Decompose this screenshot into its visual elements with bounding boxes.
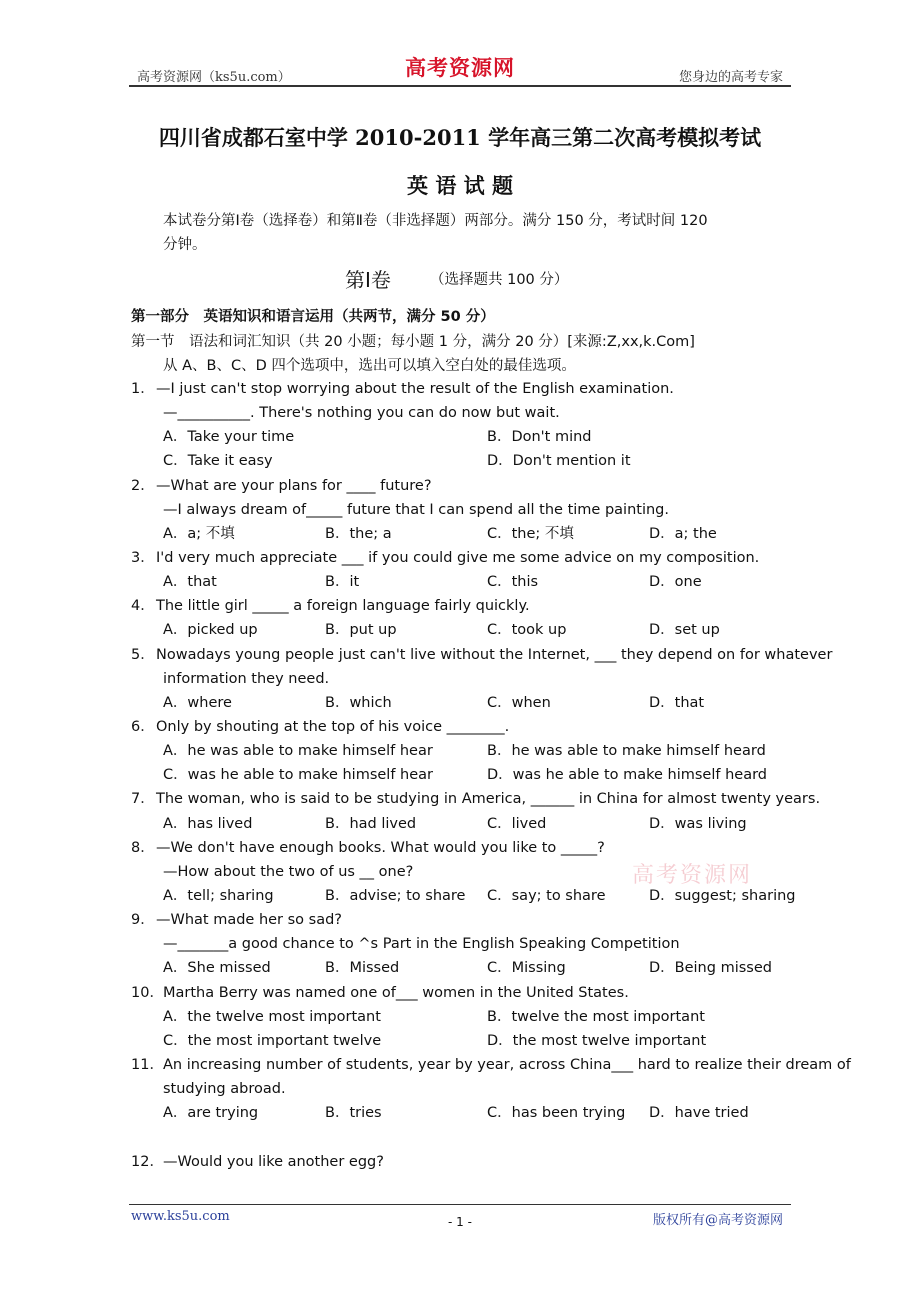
answer-option: D．was living [649, 815, 747, 832]
question-number: 1． [131, 381, 155, 397]
exam-title: 四川省成都石室中学 2010-2011 学年高三第二次高考模拟考试 [158, 125, 762, 150]
options-row [131, 1101, 801, 1125]
part-heading: 第一部分 英语知识和语言运用（共两节，满分 50 分） [131, 309, 495, 325]
question-line [131, 546, 801, 570]
answer-option: C．say; to share [487, 887, 606, 904]
question-number: 7． [131, 791, 155, 808]
site-logo: 高考资源网 [405, 55, 515, 80]
question-text: information they need. [163, 670, 330, 687]
answer-option: C．took up [487, 622, 567, 639]
question-number: 4． [131, 598, 155, 615]
answer-option: A．where [163, 694, 232, 711]
question-text: —_______a good chance to ^s Part in the English Speaking Competition [163, 936, 680, 953]
page-number: - 1 - [448, 1215, 472, 1229]
question-line [131, 908, 801, 932]
question-number: 8． [131, 839, 155, 856]
question-line [131, 932, 801, 956]
question-line [131, 787, 821, 811]
question-line [131, 474, 801, 498]
question-line [131, 981, 801, 1005]
question-text: The woman, who is said to be studying in America, ______ in China for almost twenty years. [156, 791, 821, 808]
options-row [131, 763, 801, 787]
answer-option: D．set up [649, 622, 720, 639]
intro-text: 本试卷分第Ⅰ卷（选择卷）和第Ⅱ卷（非选择题）两部分。满分 150 分，考试时间 120 [163, 213, 708, 229]
question-text: Nowadays young people just can't live without the Internet, ___ they depend on for whatever [156, 646, 833, 663]
answer-option: D．the most twelve important [487, 1032, 707, 1049]
question-number: 10． [131, 984, 164, 1001]
answer-option: A．are trying [163, 1105, 259, 1122]
header-site-name: 高考资源网（ks5u.com） [137, 70, 291, 85]
intro-text-cont: 分钟。 [163, 237, 207, 253]
question-line [131, 860, 801, 884]
question-line [131, 643, 833, 667]
options-row [131, 449, 801, 473]
answer-option: B．Missed [325, 960, 400, 977]
answer-option: A．has lived [163, 815, 253, 832]
question-item [131, 377, 801, 474]
header-slogan: 您身边的高考专家 [678, 70, 783, 85]
answer-option: C．this [487, 574, 539, 591]
answer-option: A．tell; sharing [163, 887, 274, 904]
question-number: 3． [131, 549, 155, 566]
question-line [131, 377, 801, 401]
volume-note: （选择题共 100 分） [430, 272, 569, 288]
answer-option: C．lived [487, 815, 547, 832]
answer-option: B．he was able to make himself heard [487, 743, 766, 760]
question-number: 6． [131, 718, 155, 735]
answer-option: D．Being missed [649, 960, 772, 977]
answer-option: A．he was able to make himself hear [163, 743, 433, 760]
footer-divider [129, 1204, 791, 1205]
question-number: 11． [131, 1056, 164, 1073]
question-line [131, 667, 801, 691]
footer-website-link[interactable]: www.ks5u.com [131, 1209, 230, 1224]
question-item [131, 715, 801, 787]
answer-option: C．Missing [487, 960, 566, 977]
answer-option: B．Don't mind [487, 429, 592, 446]
question-list [131, 377, 851, 1174]
answer-option: B．the; a [325, 525, 392, 542]
answer-option: A．Take your time [163, 429, 295, 446]
question-text: —I just can't stop worrying about the result of the English examination. [156, 381, 674, 397]
answer-option: B．it [325, 574, 360, 591]
exam-subtitle: 英 语 试 题 [407, 173, 513, 198]
question-item [131, 981, 801, 1053]
footer-copyright: 版权所有@高考资源网 [652, 1213, 783, 1228]
question-text: —How about the two of us __ one? [163, 863, 414, 880]
answer-option: B．twelve the most important [487, 1008, 705, 1025]
question-line [131, 1077, 801, 1101]
answer-option: D．that [649, 694, 705, 711]
question-number: 5． [131, 646, 155, 663]
options-row [131, 570, 801, 594]
answer-option: C．has been trying [487, 1105, 626, 1122]
question-line [131, 594, 801, 618]
question-item [131, 1053, 851, 1125]
question-item [131, 474, 801, 546]
answer-option: A．the twelve most important [163, 1008, 381, 1025]
answer-option: D．a; the [649, 525, 717, 542]
answer-option: A．a; 不填 [163, 525, 235, 542]
options-row [131, 425, 801, 449]
answer-option: C．Take it easy [163, 453, 273, 470]
question-text: Martha Berry was named one of___ women in the United States. [163, 984, 629, 1001]
question-item [131, 594, 801, 642]
question-number: 9． [131, 912, 155, 929]
answer-option: D．have tried [649, 1105, 749, 1122]
answer-option: B．tries [325, 1105, 382, 1122]
options-row [131, 812, 801, 836]
question-text: —I always dream of_____ future that I can spend all the time painting. [163, 501, 669, 518]
answer-option: C．the most important twelve [163, 1032, 382, 1049]
options-row [131, 739, 801, 763]
question-line [131, 1150, 801, 1174]
question-number: 2． [131, 477, 155, 494]
question-line [131, 715, 801, 739]
question-item [131, 836, 801, 908]
answer-option: C．when [487, 694, 551, 711]
question-text: studying abroad. [163, 1081, 286, 1098]
question-item [131, 643, 833, 715]
options-row [131, 691, 801, 715]
header-divider [129, 85, 791, 87]
options-row [131, 522, 801, 546]
question-text: —What are your plans for ____ future? [156, 477, 432, 494]
question-text: —What made her so sad? [156, 912, 343, 929]
answer-option: D．Don't mention it [487, 453, 631, 470]
question-text: An increasing number of students, year by year, across China___ hard to realize their dream of [163, 1056, 851, 1073]
question-line [131, 401, 801, 425]
answer-option: D．one [649, 574, 702, 591]
instructions: 从 A、B、C、D 四个选项中，选出可以填入空白处的最佳选项。 [163, 358, 576, 374]
question-line [131, 498, 801, 522]
options-row [131, 884, 801, 908]
options-row [131, 1005, 801, 1029]
question-number: 12． [131, 1153, 164, 1170]
question-line [131, 836, 801, 860]
section-heading: 第一节 语法和词汇知识（共 20 小题；每小题 1 分，满分 20 分）[来源:Z,xx,k.Com] [131, 334, 695, 350]
answer-option: D．was he able to make himself heard [487, 767, 767, 784]
watermark: 高考资源网 [632, 863, 753, 888]
question-item [131, 546, 801, 594]
answer-option: A．that [163, 574, 217, 591]
answer-option: B．put up [325, 622, 397, 639]
answer-option: C．was he able to make himself hear [163, 767, 434, 784]
options-row [131, 956, 801, 980]
question-item [131, 908, 801, 980]
options-row [131, 618, 801, 642]
answer-option: A．She missed [163, 960, 271, 977]
options-row [131, 1029, 801, 1053]
question-text: The little girl _____ a foreign language fairly quickly. [156, 598, 530, 615]
answer-option: A．picked up [163, 622, 258, 639]
answer-option: B．had lived [325, 815, 417, 832]
answer-option: B．which [325, 694, 392, 711]
answer-option: B．advise; to share [325, 887, 466, 904]
answer-option: C．the; 不填 [487, 525, 574, 542]
question-item [131, 1150, 801, 1174]
volume-title: 第Ⅰ卷 [345, 268, 391, 292]
question-item [131, 787, 821, 835]
question-text: I'd very much appreciate ___ if you could give me some advice on my composition. [156, 549, 760, 566]
question-text: —__________. There's nothing you can do now but wait. [163, 405, 560, 422]
question-text: —Would you like another egg? [163, 1153, 384, 1170]
question-text: Only by shouting at the top of his voice ________. [156, 718, 510, 735]
question-text: —We don't have enough books. What would you like to _____? [156, 839, 605, 856]
answer-option: D．suggest; sharing [649, 887, 796, 904]
question-line [131, 1053, 851, 1077]
